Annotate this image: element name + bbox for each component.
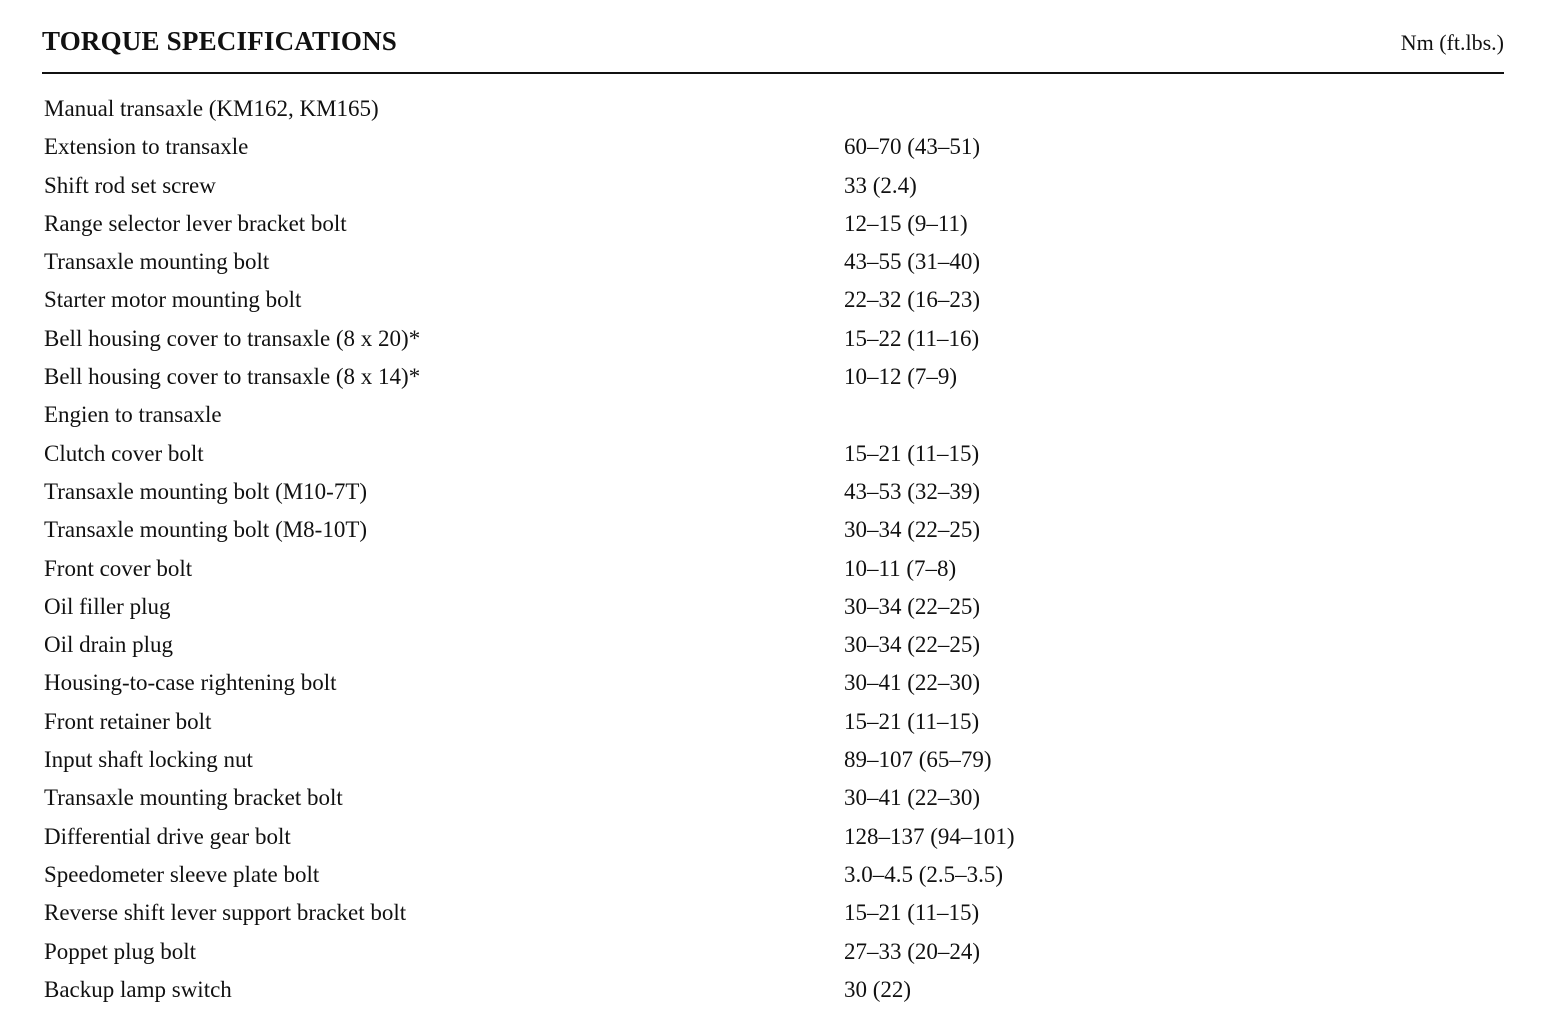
spec-item: Oil filler plug [44, 593, 171, 619]
spec-item: Shift rod set screw [44, 172, 216, 198]
spec-row [44, 856, 1504, 894]
spec-item: Housing-to-case rightening bolt [44, 670, 337, 696]
page-header [42, 24, 1504, 74]
spec-item: Front retainer bolt [44, 708, 212, 734]
spec-row [44, 971, 1504, 1009]
spec-value: 43–55 (31–40) [844, 249, 981, 275]
spec-item: Input shaft locking nut [44, 747, 253, 773]
torque-spec-list [44, 90, 1504, 1009]
spec-row [44, 358, 1504, 396]
spec-item: Reverse shift lever support bracket bolt [44, 900, 407, 926]
spec-item: Transaxle mounting bolt (M10-7T) [44, 478, 368, 504]
spec-value: 30–41 (22–30) [844, 670, 981, 696]
spec-item: Transaxle mounting bolt (M8-10T) [44, 517, 368, 543]
spec-row [44, 243, 1504, 281]
spec-item: Speedometer sleeve plate bolt [44, 861, 320, 887]
spec-value: 43–53 (32–39) [844, 478, 981, 504]
spec-value: 60–70 (43–51) [844, 134, 981, 160]
spec-item: Range selector lever bracket bolt [44, 210, 347, 236]
spec-item: Engien to transaxle [44, 402, 222, 428]
spec-row [44, 320, 1504, 358]
spec-value: 30–41 (22–30) [844, 785, 981, 811]
spec-value: 22–32 (16–23) [844, 287, 981, 313]
spec-item: Transaxle mounting bolt [44, 249, 270, 275]
spec-row [44, 626, 1504, 664]
spec-value: 128–137 (94–101) [844, 823, 1015, 849]
spec-item: Poppet plug bolt [44, 938, 197, 964]
spec-value: 33 (2.4) [844, 172, 917, 198]
spec-row [44, 703, 1504, 741]
spec-item: Bell housing cover to transaxle (8 x 20)* [44, 325, 421, 351]
spec-row [44, 818, 1504, 856]
spec-row [44, 473, 1504, 511]
spec-item: Differential drive gear bolt [44, 823, 291, 849]
spec-value: 30–34 (22–25) [844, 593, 981, 619]
spec-row [44, 90, 1504, 128]
spec-value: 15–21 (11–15) [844, 440, 980, 466]
spec-value: 15–21 (11–15) [844, 708, 980, 734]
spec-value: 30–34 (22–25) [844, 517, 981, 543]
spec-item: Manual transaxle (KM162, KM165) [44, 96, 379, 121]
spec-row [44, 511, 1504, 549]
page-title: TORQUE SPECIFICATIONS [42, 26, 398, 56]
spec-value: 30–34 (22–25) [844, 632, 981, 658]
spec-row [44, 550, 1504, 588]
spec-value: 15–22 (11–16) [844, 325, 980, 351]
spec-item: Clutch cover bolt [44, 440, 204, 466]
unit-label: Nm (ft.lbs.) [1400, 30, 1504, 55]
spec-item: Starter motor mounting bolt [44, 287, 302, 313]
spec-row [44, 779, 1504, 817]
spec-row [44, 741, 1504, 779]
spec-item: Backup lamp switch [44, 976, 232, 1002]
spec-value: 10–11 (7–8) [844, 555, 957, 581]
spec-row [44, 281, 1504, 319]
spec-row [44, 588, 1504, 626]
spec-value: 30 (22) [844, 976, 912, 1002]
spec-row [44, 894, 1504, 932]
spec-item: Extension to transaxle [44, 134, 249, 160]
spec-value: 27–33 (20–24) [844, 938, 981, 964]
spec-row [44, 933, 1504, 971]
spec-value: 3.0–4.5 (2.5–3.5) [844, 861, 1004, 887]
spec-value: 12–15 (9–11) [844, 210, 968, 236]
spec-row [44, 167, 1504, 205]
spec-row [44, 435, 1504, 473]
spec-item: Oil drain plug [44, 632, 174, 658]
spec-item: Bell housing cover to transaxle (8 x 14)* [44, 364, 421, 390]
spec-value: 10–12 (7–9) [844, 364, 958, 390]
spec-row [44, 205, 1504, 243]
spec-row [44, 128, 1504, 166]
spec-item: Transaxle mounting bracket bolt [44, 785, 343, 811]
spec-item: Front cover bolt [44, 555, 193, 581]
spec-row [44, 396, 1504, 434]
spec-value: 15–21 (11–15) [844, 900, 980, 926]
spec-row [44, 664, 1504, 702]
spec-value: 89–107 (65–79) [844, 747, 992, 773]
